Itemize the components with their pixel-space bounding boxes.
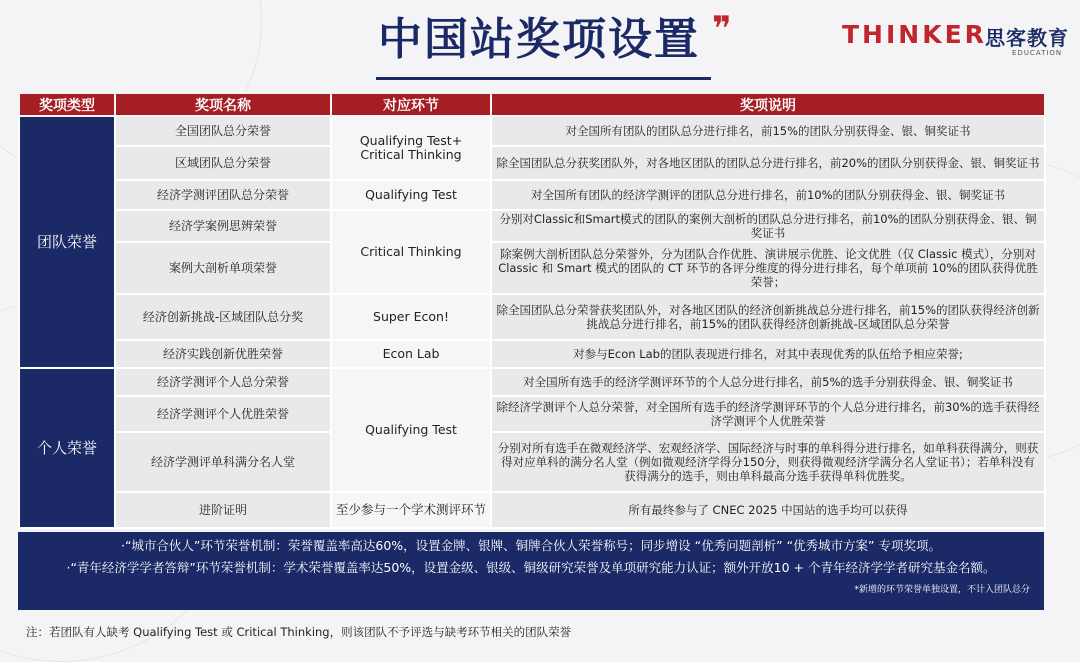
logo [842, 20, 1072, 60]
table-row [19, 340, 1045, 368]
page-title: 中国站奖项设置 [378, 14, 700, 65]
logo-chinese: 思客教育 [985, 26, 1069, 50]
stage-cell: Qualifying Test+ Critical Thinking [331, 116, 491, 180]
award-description: 对全国所有选手的经济学测评环节的个人总分进行排名，前5%的选手分别获得金、银、铜奖证书 [491, 368, 1045, 396]
header-stage: 对应环节 [331, 93, 491, 116]
award-description: 除全国团队总分获奖团队外，对各地区团队的团队总分进行排名，前20%的团队分别获得金、银、铜奖证书 [491, 146, 1045, 180]
table-row [19, 180, 1045, 210]
award-description: 对全国所有团队的经济学测评的团队总分进行排名，前10%的团队分别获得金、银、铜奖证书 [491, 180, 1045, 210]
table-row [19, 116, 1045, 146]
table-row [19, 396, 1045, 432]
award-name: 经济学测评单科满分名人堂 [115, 432, 331, 492]
table-row [19, 492, 1045, 528]
award-description: 对参与Econ Lab的团队表现进行排名，对其中表现优秀的队伍给予相应荣誉; [491, 340, 1045, 368]
logo-subtitle: EDUCATION [1012, 49, 1063, 57]
award-description: 对全国所有团队的团队总分进行排名，前15%的团队分别获得金、银、铜奖证书 [491, 116, 1045, 146]
table-row [19, 294, 1045, 340]
award-description: 除案例大剖析团队总分荣誉外，分为团队合作优胜、演讲展示优胜、论文优胜（仅 Classic 模式），分别对Classic 和 Smart 模式的团队的 CT 环节的各评分维度的得分进行排名，每个单项前 10%的团队获得优胜荣誉； [491, 242, 1045, 294]
award-name: 经济实践创新优胜荣誉 [115, 340, 331, 368]
table-row [19, 210, 1045, 242]
award-name: 区域团队总分荣誉 [115, 146, 331, 180]
award-name: 经济学测评个人优胜荣誉 [115, 396, 331, 432]
header-description: 奖项说明 [491, 93, 1045, 116]
award-name: 经济创新挑战-区域团队总分奖 [115, 294, 331, 340]
award-description: 分别对所有选手在微观经济学、宏观经济学、国际经济与时事的单科得分进行排名，如单科获得满分，则获得对应单科的满分名人堂（例如微观经济学得分150分，则获得微观经济学满分名人堂证书）；若单科没有获得满分的选手，则由单科最高分选手获得单科优胜奖。 [491, 432, 1045, 492]
table-row [19, 146, 1045, 180]
award-description: 除经济学测评个人总分荣誉，对全国所有选手的经济学测评环节的个人总分进行排名，前30%的选手获得经济学测评个人优胜荣誉 [491, 396, 1045, 432]
award-type-individual: 个人荣誉 [19, 368, 115, 528]
award-name: 经济学案例思辨荣誉 [115, 210, 331, 242]
header [0, 0, 1080, 92]
award-name: 经济学测评团队总分荣誉 [115, 180, 331, 210]
stage-cell: Critical Thinking [331, 210, 491, 294]
award-name: 全国团队总分荣誉 [115, 116, 331, 146]
header-award-name: 奖项名称 [115, 93, 331, 116]
mechanism-line-city-partner: ·“城市合伙人”环节荣誉机制：荣誉覆盖率高达60%，设置金牌、银牌、铜牌合伙人荣誉称号；同步增设 “优秀问题剖析” “优秀城市方案” 专项奖项。 [120, 538, 942, 553]
award-name: 案例大剖析单项荣誉 [115, 242, 331, 294]
award-name: 经济学测评个人总分荣誉 [115, 368, 331, 396]
mechanism-footnote: *新增的环节荣誉单独设置，不计入团队总分 [854, 585, 1030, 595]
title-underline [376, 77, 711, 80]
mechanism-line-young-scholar: ·“青年经济学学者答辩”环节荣誉机制：学术荣誉覆盖率达50%，设置金级、银级、铜级研究荣誉及单项研究能力认证；额外开放10 + 个青年经济学学者研究基金名额。 [66, 560, 996, 575]
table-header-row [19, 93, 1045, 116]
award-description: 除全国团队总分荣誉获奖团队外，对各地区团队的经济创新挑战总分进行排名，前15%的团队获得经济创新挑战总分进行排名，前15%的团队获得经济创新挑战-区域团队总分荣誉 [491, 294, 1045, 340]
stage-cell: 至少参与一个学术测评环节 [331, 492, 491, 528]
award-type-team: 团队荣誉 [19, 116, 115, 368]
award-description: 所有最终参与了 CNEC 2025 中国站的选手均可以获得 [491, 492, 1045, 528]
stage-cell: Econ Lab [331, 340, 491, 368]
awards-table [18, 92, 1046, 529]
mechanism-box [18, 532, 1044, 610]
table-row [19, 242, 1045, 294]
stage-cell: Qualifying Test [331, 180, 491, 210]
table-row [19, 432, 1045, 492]
header-award-type: 奖项类型 [19, 93, 115, 116]
bottom-note: 注：若团队有人缺考 Qualifying Test 或 Critical Thinking，则该团队不予评选与缺考环节相关的团队荣誉 [26, 625, 572, 639]
quote-mark-icon: ❜❜ [712, 9, 728, 49]
stage-cell: Super Econ! [331, 294, 491, 340]
award-description: 分别对Classic和Smart模式的团队的案例大剖析的团队总分进行排名，前10%的团队分别获得金、银、铜奖证书 [491, 210, 1045, 242]
award-name: 进阶证明 [115, 492, 331, 528]
logo-english: THINKER [842, 20, 987, 49]
stage-cell: Qualifying Test [331, 368, 491, 492]
table-row [19, 368, 1045, 396]
